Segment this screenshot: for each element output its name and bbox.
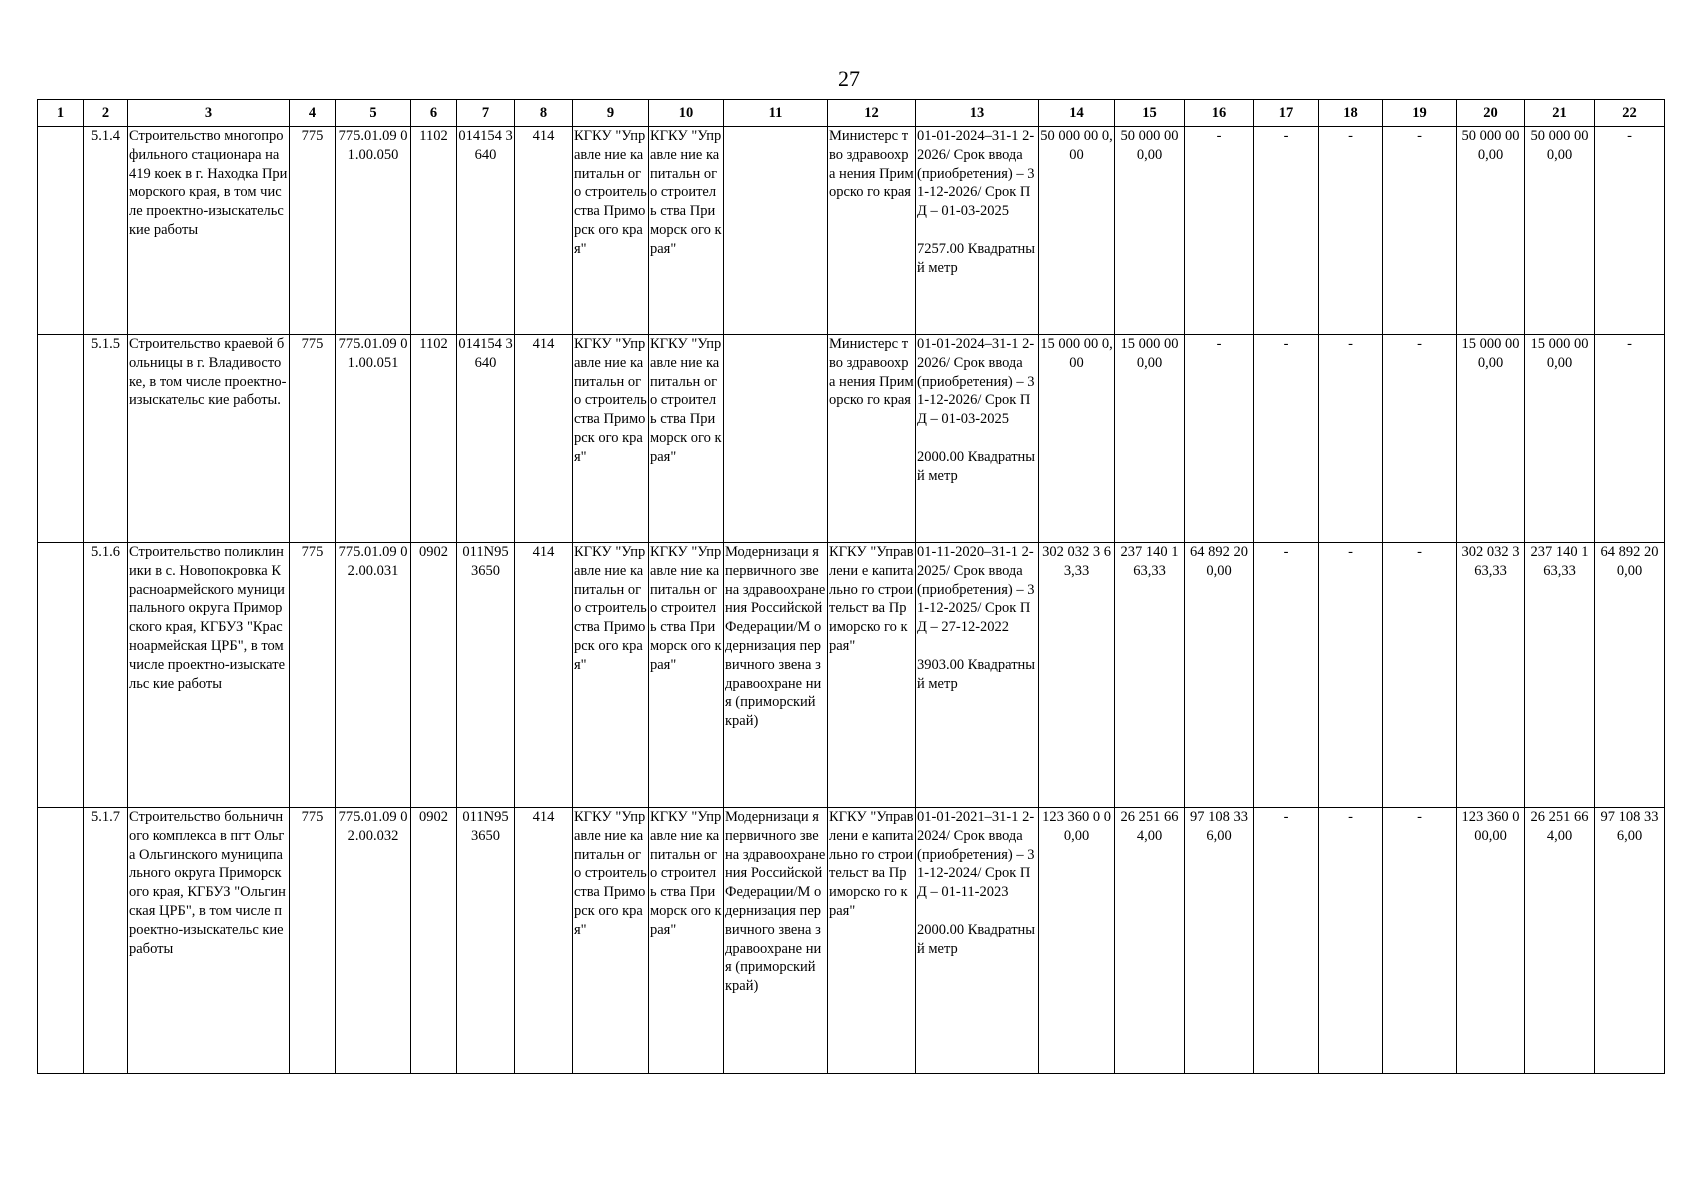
- column-header: 14: [1039, 100, 1115, 127]
- table-row: [38, 543, 1665, 808]
- cell-col-14: 123 360 0 00,00: [1039, 808, 1115, 1074]
- cell-col-12: Министерс тво здравоохра нения Приморско го края: [828, 335, 916, 543]
- cell-col-6: 1102: [411, 127, 457, 335]
- cell-col-6: 0902: [411, 543, 457, 808]
- cell-item-number: 5.1.5: [84, 335, 128, 543]
- cell-col-9: КГКУ "Управле ние капитальн ого строитель ства Приморск ого края": [573, 808, 649, 1074]
- cell-object-name: Строительство поликлиники в с. Новопокровка Красноармейского муниципального округа Приморского края, КГБУЗ "Красноармейская ЦРБ", в том числе проектно-изыскательс кие работы: [128, 543, 290, 808]
- cell-col-11: [724, 127, 828, 335]
- cell-item-number: 5.1.4: [84, 127, 128, 335]
- cell-col-13: 01-11-2020–31-1 2-2025/ Срок ввода (приобретения) – 31-12-2025/ Срок ПД – 27-12-2022 3903.00 Квадратный метр: [916, 543, 1039, 808]
- column-header: 6: [411, 100, 457, 127]
- cell-col-19: -: [1383, 127, 1457, 335]
- cell-col-4: 775: [290, 127, 336, 335]
- column-header: 8: [515, 100, 573, 127]
- cell-col-1: [38, 335, 84, 543]
- column-header: 22: [1595, 100, 1665, 127]
- column-header: 10: [649, 100, 724, 127]
- cell-item-number: 5.1.7: [84, 808, 128, 1074]
- cell-col-21: 15 000 00 0,00: [1525, 335, 1595, 543]
- cell-col-14: 50 000 00 0,00: [1039, 127, 1115, 335]
- cell-col-14: 302 032 3 63,33: [1039, 543, 1115, 808]
- cell-col-17: -: [1254, 543, 1319, 808]
- cell-col-13: 01-01-2024–31-1 2-2026/ Срок ввода (приобретения) – 31-12-2026/ Срок ПД – 01-03-2025 2000.00 Квадратный метр: [916, 335, 1039, 543]
- cell-object-name: Строительство многопрофильного стационара на 419 коек в г. Находка Приморского края, в том числе проектно-изыскательс кие работы: [128, 127, 290, 335]
- column-header: 1: [38, 100, 84, 127]
- cell-col-10: КГКУ "Управле ние капитальн ого строитель ства Приморск ого края": [649, 127, 724, 335]
- cell-col-18: -: [1319, 127, 1383, 335]
- cell-col-16: -: [1185, 335, 1254, 543]
- cell-col-17: -: [1254, 335, 1319, 543]
- cell-col-18: -: [1319, 335, 1383, 543]
- cell-col-20: 302 032 3 63,33: [1457, 543, 1525, 808]
- cell-col-21: 26 251 66 4,00: [1525, 808, 1595, 1074]
- cell-col-5: 775.01.09 02.00.032: [336, 808, 411, 1074]
- cell-col-21: 237 140 1 63,33: [1525, 543, 1595, 808]
- cell-col-1: [38, 808, 84, 1074]
- cell-col-13: 01-01-2021–31-1 2-2024/ Срок ввода (приобретения) – 31-12-2024/ Срок ПД – 01-11-2023 2000.00 Квадратный метр: [916, 808, 1039, 1074]
- column-header: 20: [1457, 100, 1525, 127]
- cell-col-20: 15 000 00 0,00: [1457, 335, 1525, 543]
- column-header: 18: [1319, 100, 1383, 127]
- cell-col-4: 775: [290, 335, 336, 543]
- column-header: 16: [1185, 100, 1254, 127]
- cell-col-11: Модернизаци я первичного звена здравоохране ния Российской Федерации/М одернизация первичного звена здравоохране ния (приморский край): [724, 543, 828, 808]
- header-row: [38, 100, 1665, 127]
- cell-col-11: [724, 335, 828, 543]
- table-row: [38, 335, 1665, 543]
- cell-col-10: КГКУ "Управле ние капитальн ого строитель ства Приморск ого края": [649, 808, 724, 1074]
- cell-col-15: 26 251 66 4,00: [1115, 808, 1185, 1074]
- cell-col-17: -: [1254, 808, 1319, 1074]
- cell-col-9: КГКУ "Управле ние капитальн ого строитель ства Приморск ого края": [573, 335, 649, 543]
- cell-col-5: 775.01.09 01.00.050: [336, 127, 411, 335]
- column-header: 2: [84, 100, 128, 127]
- cell-col-16: 64 892 20 0,00: [1185, 543, 1254, 808]
- page-number: 27: [838, 66, 860, 91]
- cell-col-12: КГКУ "Управлени е капитально го строительст ва Приморско го края": [828, 808, 916, 1074]
- cell-col-9: КГКУ "Управле ние капитальн ого строитель ства Приморск ого края": [573, 127, 649, 335]
- cell-col-1: [38, 543, 84, 808]
- cell-col-6: 0902: [411, 808, 457, 1074]
- cell-col-15: 237 140 1 63,33: [1115, 543, 1185, 808]
- cell-col-22: 64 892 20 0,00: [1595, 543, 1665, 808]
- cell-col-7: 014154 3640: [457, 127, 515, 335]
- column-header: 4: [290, 100, 336, 127]
- column-header: 9: [573, 100, 649, 127]
- column-header: 19: [1383, 100, 1457, 127]
- cell-col-4: 775: [290, 808, 336, 1074]
- table-row: [38, 808, 1665, 1074]
- cell-col-5: 775.01.09 01.00.051: [336, 335, 411, 543]
- column-header: 7: [457, 100, 515, 127]
- cell-col-16: 97 108 33 6,00: [1185, 808, 1254, 1074]
- cell-col-11: Модернизаци я первичного звена здравоохране ния Российской Федерации/М одернизация первичного звена здравоохране ния (приморский край): [724, 808, 828, 1074]
- budget-table: [37, 99, 1665, 1074]
- cell-col-10: КГКУ "Управле ние капитальн ого строитель ства Приморск ого края": [649, 335, 724, 543]
- cell-col-6: 1102: [411, 335, 457, 543]
- column-header: 11: [724, 100, 828, 127]
- cell-col-19: -: [1383, 335, 1457, 543]
- cell-col-20: 50 000 00 0,00: [1457, 127, 1525, 335]
- cell-col-18: -: [1319, 543, 1383, 808]
- cell-col-21: 50 000 00 0,00: [1525, 127, 1595, 335]
- cell-col-5: 775.01.09 02.00.031: [336, 543, 411, 808]
- cell-col-4: 775: [290, 543, 336, 808]
- cell-col-7: 011N95 3650: [457, 543, 515, 808]
- cell-col-8: 414: [515, 127, 573, 335]
- cell-col-22: -: [1595, 127, 1665, 335]
- cell-col-8: 414: [515, 335, 573, 543]
- column-header: 21: [1525, 100, 1595, 127]
- cell-col-7: 014154 3640: [457, 335, 515, 543]
- cell-col-13: 01-01-2024–31-1 2-2026/ Срок ввода (приобретения) – 31-12-2026/ Срок ПД – 01-03-2025 7257.00 Квадратный метр: [916, 127, 1039, 335]
- cell-col-8: 414: [515, 808, 573, 1074]
- cell-item-number: 5.1.6: [84, 543, 128, 808]
- cell-object-name: Строительство краевой больницы в г. Владивостоке, в том числе проектно-изыскательс кие работы.: [128, 335, 290, 543]
- cell-col-17: -: [1254, 127, 1319, 335]
- cell-col-8: 414: [515, 543, 573, 808]
- column-header: 15: [1115, 100, 1185, 127]
- cell-object-name: Строительство больничного комплекса в пгт Ольга Ольгинского муниципального округа Приморского края, КГБУЗ "Ольгинская ЦРБ", в том числе проектно-изыскательс кие работы: [128, 808, 290, 1074]
- cell-col-15: 15 000 00 0,00: [1115, 335, 1185, 543]
- cell-col-22: -: [1595, 335, 1665, 543]
- column-header: 17: [1254, 100, 1319, 127]
- cell-col-10: КГКУ "Управле ние капитальн ого строитель ства Приморск ого края": [649, 543, 724, 808]
- column-header: 13: [916, 100, 1039, 127]
- cell-col-22: 97 108 33 6,00: [1595, 808, 1665, 1074]
- cell-col-14: 15 000 00 0,00: [1039, 335, 1115, 543]
- column-header: 12: [828, 100, 916, 127]
- table-row: [38, 127, 1665, 335]
- column-header: 5: [336, 100, 411, 127]
- cell-col-1: [38, 127, 84, 335]
- cell-col-19: -: [1383, 543, 1457, 808]
- cell-col-15: 50 000 00 0,00: [1115, 127, 1185, 335]
- cell-col-12: Министерс тво здравоохра нения Приморско го края: [828, 127, 916, 335]
- cell-col-19: -: [1383, 808, 1457, 1074]
- cell-col-18: -: [1319, 808, 1383, 1074]
- cell-col-16: -: [1185, 127, 1254, 335]
- cell-col-20: 123 360 0 00,00: [1457, 808, 1525, 1074]
- cell-col-12: КГКУ "Управлени е капитально го строительст ва Приморско го края": [828, 543, 916, 808]
- cell-col-9: КГКУ "Управле ние капитальн ого строитель ства Приморск ого края": [573, 543, 649, 808]
- column-header: 3: [128, 100, 290, 127]
- cell-col-7: 011N95 3650: [457, 808, 515, 1074]
